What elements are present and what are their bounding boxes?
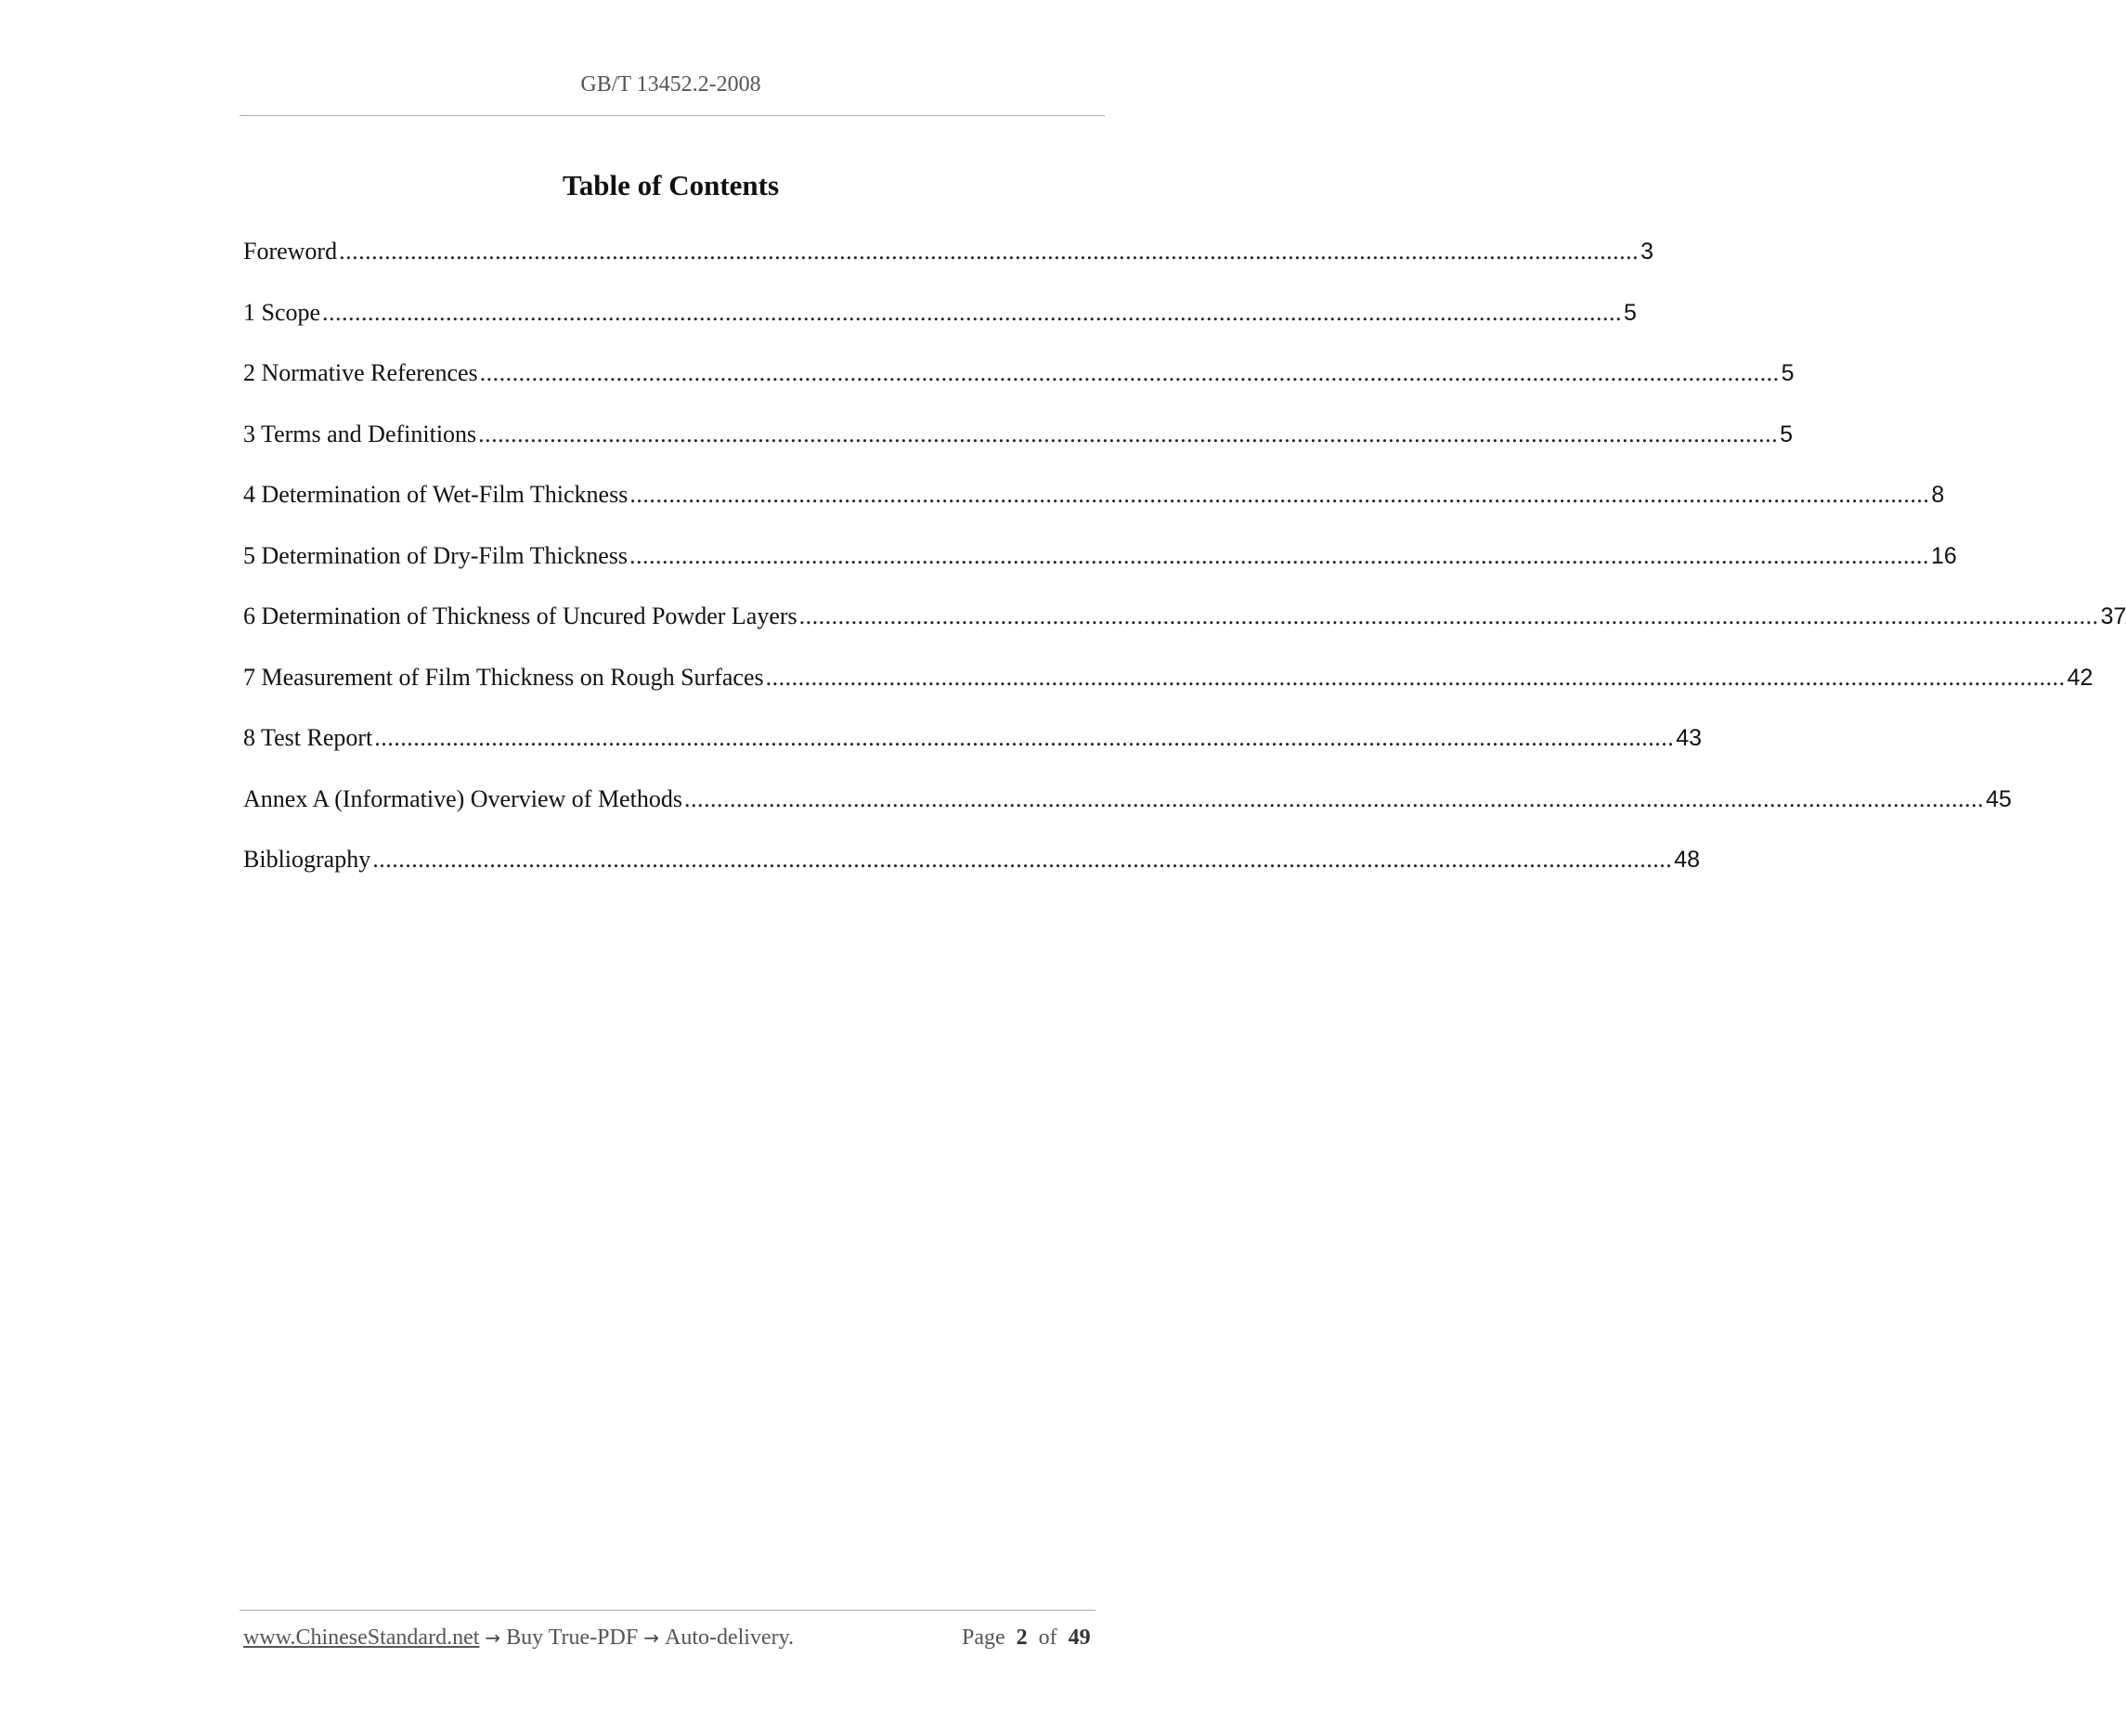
- toc-entry[interactable]: [243, 541, 1957, 603]
- toc-entry[interactable]: [243, 724, 1703, 785]
- toc-entry-label: 3 Terms and Definitions: [243, 420, 477, 447]
- page-indicator: [962, 1626, 1091, 1651]
- toc-entry[interactable]: [243, 238, 1653, 299]
- toc-entry-page: 3: [1640, 239, 1653, 265]
- toc-dot-leader: ........................................................................................................................................................................................................: [683, 784, 1984, 812]
- toc-entry-page: 5: [1780, 421, 1794, 447]
- toc-dot-leader: ........................................................................................................................................................................................................: [798, 602, 2099, 629]
- toc-entry[interactable]: [243, 298, 1637, 360]
- footer-promo: [243, 1626, 794, 1651]
- toc-entry-label: Annex A (Informative) Overview of Methods: [243, 784, 682, 812]
- arrow-right-icon: →: [485, 1626, 501, 1649]
- current-page-number: 2: [1016, 1626, 1028, 1650]
- toc-dot-leader: ........................................................................................................................................................................................................: [374, 724, 1675, 751]
- delivery-text: Auto-delivery.: [664, 1626, 795, 1650]
- toc-entry-page: 5: [1781, 360, 1795, 386]
- toc-entry-page: 45: [1985, 785, 2012, 812]
- arrow-right-icon: →: [643, 1626, 659, 1649]
- toc-dot-leader: ........................................................................................................................................................................................................: [765, 663, 2066, 691]
- toc-dot-leader: ........................................................................................................................................................................................................: [372, 846, 1673, 873]
- toc-entry[interactable]: [243, 359, 1795, 421]
- toc-entry-page: 43: [1676, 725, 1703, 751]
- toc-dot-leader: ........................................................................................................................................................................................................: [478, 420, 1779, 447]
- toc-entry[interactable]: [243, 663, 2094, 725]
- toc-dot-leader: ........................................................................................................................................................................................................: [629, 541, 1930, 569]
- site-link[interactable]: www.ChineseStandard.net: [243, 1626, 480, 1650]
- toc-entry-page: 8: [1931, 482, 1945, 508]
- toc-list: [243, 238, 2126, 907]
- toc-entry-page: 5: [1624, 299, 1637, 326]
- toc-entry[interactable]: [243, 420, 1794, 482]
- toc-entry-label: 4 Determination of Wet-Film Thickness: [243, 481, 629, 508]
- total-pages-number: 49: [1068, 1626, 1091, 1650]
- toc-entry-page: 16: [1931, 542, 1957, 569]
- toc-entry-page: 48: [1674, 847, 1701, 873]
- toc-entry-label: Foreword: [243, 238, 338, 265]
- toc-entry-page: 37: [2100, 603, 2126, 629]
- toc-heading: Table of Contents: [562, 169, 780, 201]
- footer-divider: [240, 1610, 1095, 1611]
- toc-dot-leader: ........................................................................................................................................................................................................: [339, 238, 1640, 265]
- toc-dot-leader: ........................................................................................................................................................................................................: [322, 298, 1623, 326]
- toc-entry-label: 7 Measurement of Film Thickness on Rough Surfaces: [243, 663, 764, 691]
- toc-entry[interactable]: [243, 481, 1945, 542]
- toc-entry-label: Bibliography: [243, 846, 371, 873]
- toc-entry-label: 6 Determination of Thickness of Uncured Powder Layers: [243, 602, 797, 629]
- toc-entry[interactable]: [243, 602, 2126, 664]
- header-divider: [240, 115, 1105, 116]
- page-word: Page: [962, 1626, 1005, 1650]
- toc-entry-label: 1 Scope: [243, 298, 321, 326]
- document-header-title: GB/T 13452.2-2008: [580, 72, 761, 97]
- toc-entry[interactable]: [243, 846, 1701, 907]
- of-word: of: [1038, 1626, 1057, 1650]
- toc-dot-leader: ........................................................................................................................................................................................................: [629, 481, 1930, 508]
- buy-text: Buy True-PDF: [506, 1626, 639, 1650]
- toc-entry-label: 2 Normative References: [243, 359, 478, 386]
- toc-entry-page: 42: [2067, 664, 2094, 691]
- toc-entry-label: 8 Test Report: [243, 724, 373, 751]
- toc-entry-label: 5 Determination of Dry-Film Thickness: [243, 541, 629, 569]
- toc-entry[interactable]: [243, 784, 2012, 847]
- toc-dot-leader: ........................................................................................................................................................................................................: [479, 359, 1780, 386]
